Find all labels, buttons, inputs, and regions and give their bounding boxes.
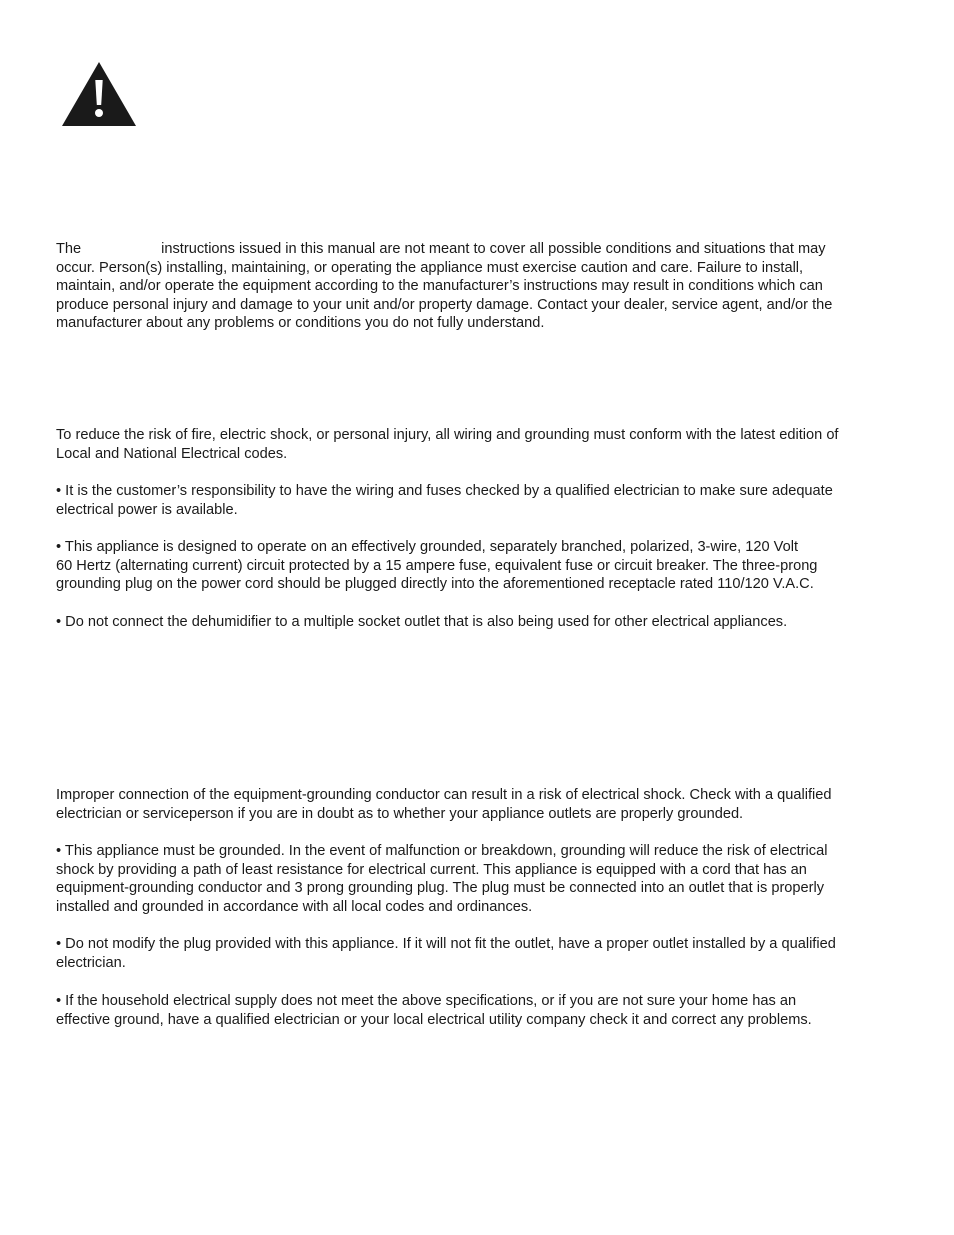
electrical-bullet-outlet: • Do not connect the dehumidifier to a multiple socket outlet that is also being used for other electrical appliances. <box>56 614 788 630</box>
grounding-bullet-grounded: • This appliance must be grounded. In the event of malfunction or breakdown, grounding will reduce the risk of electrical shock by providing a path of least resistance for electrical current. This appliance is equipped with a cord that has an equipment-grounding conductor and 3 prong grounding plug. The plug must be connected into an outlet that is properly installed and grounded in accordance with all local codes and ordinances. <box>56 843 828 915</box>
grounding-bullet-supply: • If the household electrical supply does not meet the above specifications, or if you are not sure your home has an effective ground, have a qualified electrician or your local electrical utility company check it and correct any problems. <box>56 993 812 1028</box>
grounding-bullet-plug: • Do not modify the plug provided with this appliance. If it will not fit the outlet, have a proper outlet installed by a qualified electrician. <box>56 936 836 971</box>
warning-triangle-icon <box>62 62 136 126</box>
intro-text: instructions issued in this manual are not meant to cover all possible conditions and situations that may occur. Person(s) installing, maintaining, or operating the appliance must exercise caution and care. Failure to install, maintain, and/or operate the equipment according to the manufacturer’s instructions may result in conditions which can produce personal injury and damage to your unit and/or property damage. Contact your dealer, service agent, and/or the manufacturer about any problems or conditions you do not fully understand. <box>56 241 833 332</box>
grounding-intro: Improper connection of the equipment-grounding conductor can result in a risk of electrical shock. Check with a qualified electrician or serviceperson if you are in doubt as to whether your appliance outlets are properly grounded. <box>56 787 832 822</box>
electrical-intro: To reduce the risk of fire, electric shock, or personal injury, all wiring and grounding must conform with the latest edition of Local and National Electrical codes. <box>56 427 839 462</box>
intro-lead: The <box>56 241 82 257</box>
electrical-bullet-wiring: • It is the customer’s responsibility to have the wiring and fuses checked by a qualified electrician to make sure adequate electrical power is available. <box>56 483 833 518</box>
electrical-bullet-circuit: • This appliance is designed to operate on an effectively grounded, separately branched, polarized, 3-wire, 120 Volt 60 Hertz (alternating current) circuit protected by a 15 ampere fuse, equivalent fuse or circuit breaker. The three-prong grounding plug on the power cord should be plugged directly into the aforementioned receptacle rated 110/120 V.A.C. <box>56 539 818 593</box>
intro-paragraph <box>56 240 901 333</box>
